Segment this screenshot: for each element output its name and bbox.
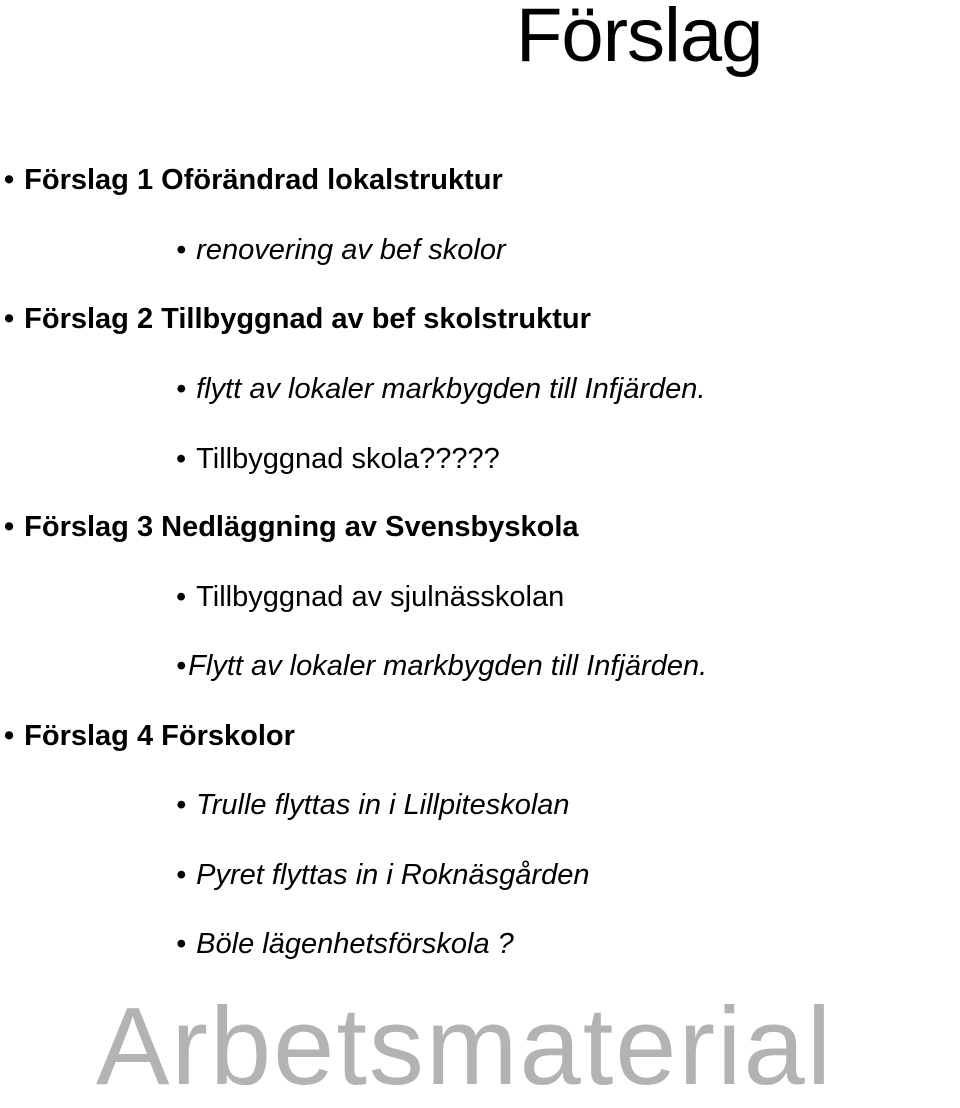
list-item-text: flytt av lokaler markbygden till Infjärden. xyxy=(196,373,706,405)
list-item-text: Trulle flyttas in i Lillpiteskolan xyxy=(196,789,570,821)
list-item-text: Förslag 2 Tillbyggnad av bef skolstruktur xyxy=(24,303,591,335)
bullet-icon: • xyxy=(176,234,187,266)
list-item xyxy=(176,375,706,404)
list-item xyxy=(176,861,589,890)
list-item-text: Förslag 3 Nedläggning av Svensbyskola xyxy=(24,511,579,543)
list-item xyxy=(4,305,591,334)
watermark: Arbetsmaterial xyxy=(96,985,834,1108)
bullet-icon: • xyxy=(4,511,15,543)
list-item-text: Tillbyggnad skola????? xyxy=(196,443,500,475)
bullet-icon: • xyxy=(176,859,187,891)
list-item-text: Förslag 4 Förskolor xyxy=(24,720,295,752)
bullet-icon: • xyxy=(176,650,187,682)
list-item xyxy=(176,652,707,681)
list-item xyxy=(4,513,579,542)
page-title: Förslag xyxy=(516,0,763,78)
list-item-text: Förslag 1 Oförändrad lokalstruktur xyxy=(24,164,503,196)
bullet-icon: • xyxy=(176,789,187,821)
list-item xyxy=(4,722,295,751)
list-item xyxy=(176,930,514,959)
list-item xyxy=(176,583,564,612)
bullet-icon: • xyxy=(4,164,15,196)
list-item xyxy=(176,236,506,265)
bullet-icon: • xyxy=(176,443,187,475)
list-item-text: Flytt av lokaler markbygden till Infjärden. xyxy=(188,650,708,682)
bullet-icon: • xyxy=(4,720,15,752)
list-item xyxy=(176,445,500,474)
list-item-text: renovering av bef skolor xyxy=(196,234,506,266)
list-item-text: Pyret flyttas in i Roknäsgården xyxy=(196,859,590,891)
list-item-text: Tillbyggnad av sjulnässkolan xyxy=(196,581,565,613)
bullet-icon: • xyxy=(176,373,187,405)
list-item xyxy=(4,166,503,195)
list-item-text: Böle lägenhetsförskola ? xyxy=(196,928,514,960)
bullet-icon: • xyxy=(4,303,15,335)
bullet-icon: • xyxy=(176,581,187,613)
bullet-icon: • xyxy=(176,928,187,960)
list-item xyxy=(176,791,570,820)
